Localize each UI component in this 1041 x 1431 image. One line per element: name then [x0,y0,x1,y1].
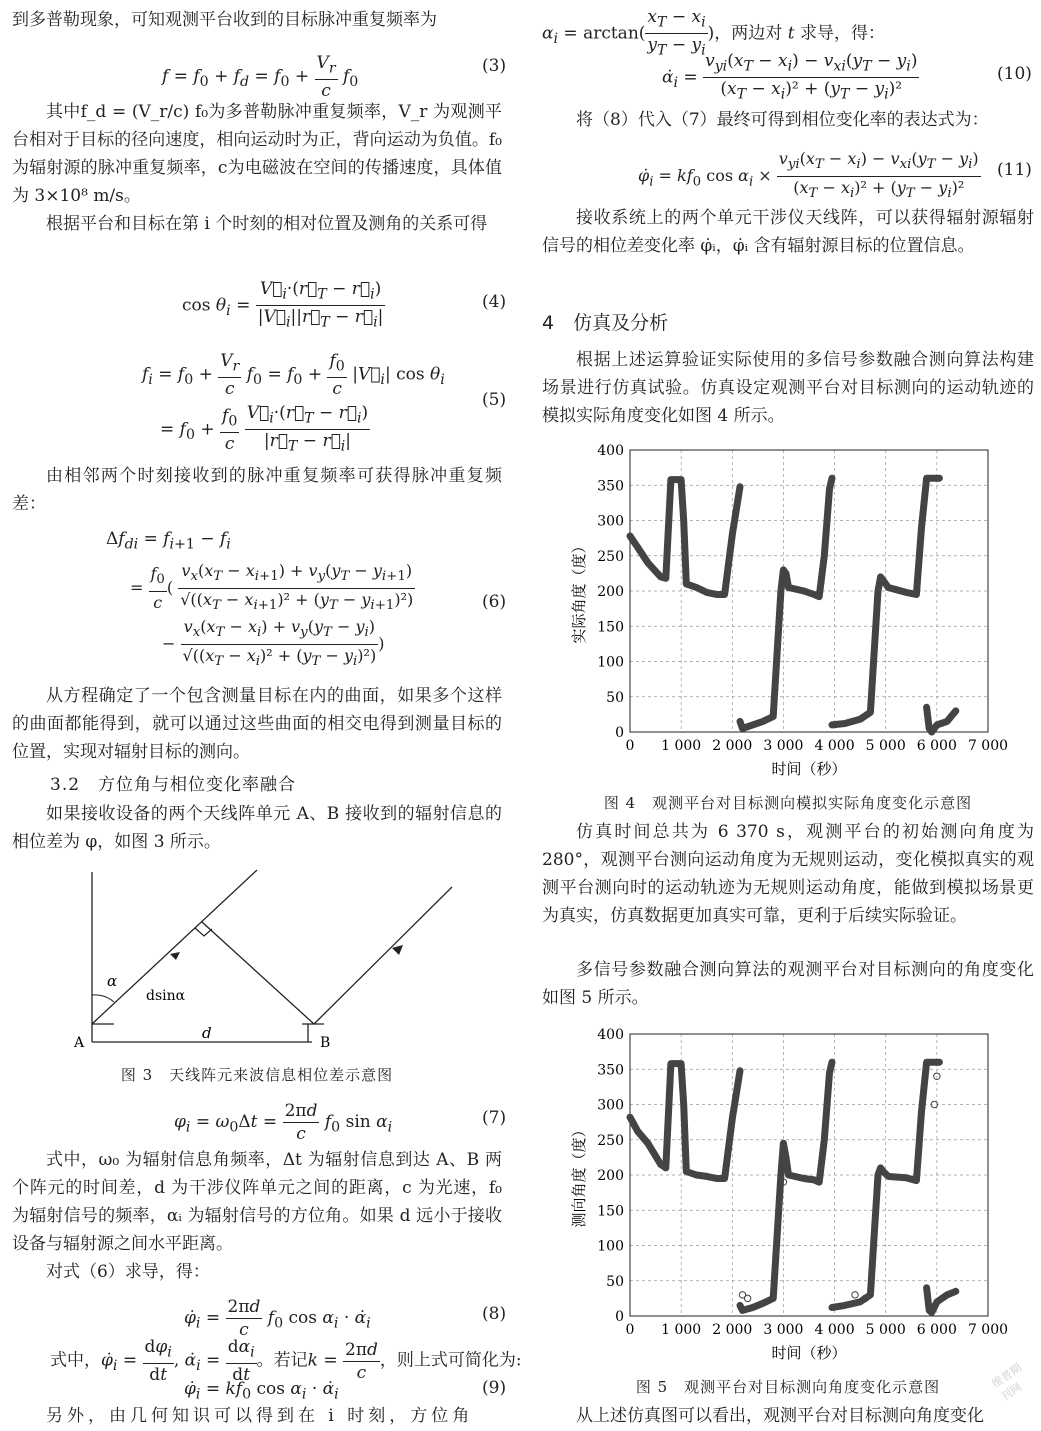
x-tick-label: 6 000 [916,738,957,754]
y-tick-label: 50 [606,689,624,706]
paragraph-geometry: 另外，由几何知识可以得到在 i 时刻，方位角 [46,1406,474,1426]
equation-5-line1: $f_i = f_0$ + $\frac{V_r}{c}$ $f_0 = f_0$ + $\frac{f_0}{c}$ $|V⃗_i|$ $\cos \theta_i$ [142,351,445,400]
equation-8-number: (8) [482,1304,507,1324]
x-axis-label: 时间（秒） [771,760,847,778]
x-tick-label: 1 000 [661,1322,702,1338]
equation-arctan: $\alpha_i = \arctan$( $\frac{x_T - x_i}{y_T - y_i}$ )，两边对 t 求导，得： [542,7,885,59]
y-tick-label: 200 [597,1168,624,1184]
y-axis-label: 测向角度（度） [570,1122,588,1228]
figure-5-caption: 图 5 观测平台对目标测向角度变化示意图 [635,1378,941,1396]
paragraph-simplify: 式中，$\varphi̇_i$ = $\frac{d\varphi_i}{dt}$ , $\alphȧ_i$ = $\frac{d\alpha_i}{dt}$ 。若记k = $\frac{2\pi d}{c}$ ，则上式可简化为: [50,1337,522,1386]
x-tick-label: 0 [625,738,635,754]
equation-8: $\varphi̇_i$ = $\frac{2\pi d}{c}$ $f_0$ $\cos \alpha_i$ · $\alphȧ_i$ [184,1297,371,1340]
y-tick-label: 150 [597,1203,624,1220]
fig3-alpha-label: α [107,972,118,990]
data-series-segment-0 [630,1064,740,1179]
x-tick-label: 2 000 [712,1322,753,1338]
paragraph-last: 从上述仿真图可以看出，观测平台对目标测向角度变化 [576,1406,984,1426]
y-tick-label: 100 [597,654,624,671]
data-point [852,1292,858,1298]
x-tick-label: 7 000 [967,738,1009,754]
equation-9-number: (9) [482,1378,507,1398]
data-point [744,1295,750,1301]
y-tick-label: 150 [597,619,624,636]
figure-5-chart [562,1024,1022,1369]
equation-7-number: (7) [482,1108,507,1128]
x-tick-label: 6 000 [916,1322,957,1338]
equation-6-number: (6) [482,592,507,612]
x-tick-label: 3 000 [763,738,804,754]
y-tick-label: 250 [597,1132,624,1149]
y-tick-label: 0 [615,725,624,741]
y-tick-label: 300 [597,1097,624,1114]
paragraph-doppler: 其中f_d = (V_r/c) f₀为多普勒脉冲重复频率，V_r 为观测平台相对于目标的径向速度，相向运动时为正，背向运动为负值。f₀为辐射源的脉冲重复频率，c为电磁波在空间的传播速度，具体值为 3×10⁸ m/s。 [12,102,502,206]
y-axis-label: 实际角度（度） [570,538,588,644]
x-tick-label: 2 000 [712,738,753,754]
paragraph-substitute: 将（8）代入（7）最终可得到相位变化率的表达式为： [576,110,989,130]
paragraph-curve: 从方程确定了一个包含测量目标在内的曲面，如果多个这样的曲面都能得到，就可以通过这些曲面的相交电得到测量目标的位置，实现对辐射目标的测向。 [12,686,502,762]
paragraph-time: 仿真时间总共为 6 370 s，观测平台的初始测向角度为 280°，观测平台测向运动角度为无规则运动，变化模拟真实的观测平台测向时的运动轨迹为无规则运动角度，能做到模拟场景更为真实，仿真数据更加真实可靠，更利于后续实际验证。 [542,822,1034,926]
y-tick-label: 400 [597,1027,624,1043]
equation-3-number: (3) [482,56,507,76]
x-tick-label: 5 000 [865,738,906,754]
figure-3-caption: 图 3 天线阵元来波信息相位差示意图 [120,1066,394,1084]
equation-6-line3: − $\frac{v_x(x_T - x_i) + v_y(y_T - y_i)}{√((x_T - x_i)^2 + (y_T - y_i)^2)}$ ) [162,617,385,670]
data-series-segment-1 [740,1062,832,1310]
y-tick-label: 400 [597,443,624,459]
equation-11: $\varphi̇_i = kf_0$ $\cos \alpha_i$ × $\frac{v_{yi}(x_T - x_i) - v_{xi}(y_T - y_i)}{(x_T - x_i)^2 + (y_T - y_i)^2}$ [638,149,979,202]
paragraph-antenna: 如果接收设备的两个天线阵单元 A、B 接收到的辐射信息的相位差为 φ，如图 3 所示。 [12,804,502,852]
equation-4-number: (4) [482,292,507,312]
equation-11-number: (11) [997,160,1032,180]
x-tick-label: 4 000 [814,738,855,754]
paragraph-relation: 根据平台和目标在第 i 个时刻的相对位置及测角的关系可得 [46,214,488,234]
y-tick-label: 200 [597,584,624,600]
paragraph-top: 到多普勒现象，可知观测平台收到的目标脉冲重复频率为 [12,10,437,30]
data-series-segment-3 [927,707,956,732]
x-tick-label: 1 000 [661,738,702,754]
x-tick-label: 4 000 [814,1322,855,1338]
equation-3: $f = f_0 + f_d = f_0$ + $\frac{V_r}{c}$ $f_0$ [162,53,359,102]
x-tick-label: 5 000 [865,1322,906,1338]
equation-5-line2: = $f_0$ + $\frac{f_0}{c}$ $\frac{V⃗_i\cdot(r⃗_T - r⃗_i)}{|r⃗_T - r⃗_i|}$ [160,403,369,455]
paragraph-multi: 多信号参数融合测向算法的观测平台对目标测向的角度变化如图 5 所示。 [542,960,1034,1008]
y-tick-label: 50 [606,1273,624,1290]
equation-4: $\cos \theta_i$ = $\frac{V⃗_i\cdot(r⃗_T - r⃗_i)}{|V⃗_i||r⃗_T - r⃗_i|}$ [182,279,384,331]
paragraph-receiver: 接收系统上的两个单元干涉仪天线阵，可以获得辐射源辐射信号的相位差变化率 φ̇ᵢ，φ̇ᵢ 含有辐射源目标的位置信息。 [542,208,1034,256]
equation-6-line1: $\Delta f_{di} = f_{i+1} - f_i$ [106,529,231,553]
fig3-dsin-label: dsinα [146,988,186,1004]
equation-10: $\alphȧ_i$ = $\frac{v_{yi}(x_T - x_i) - v_{xi}(y_T - y_i)}{(x_T - x_i)^2 + (y_T - y_i)^2}$ [662,51,918,103]
y-tick-label: 350 [597,1062,624,1079]
x-axis-label: 时间（秒） [771,1344,847,1362]
x-tick-label: 0 [625,1322,635,1338]
section-4-heading: 4 仿真及分析 [542,312,669,334]
figure-4-caption: 图 4 观测平台对目标测向模拟实际角度变化示意图 [603,794,973,812]
data-series-segment-1 [740,478,832,728]
equation-7: $\varphi_i = \omega_0\Delta t$ = $\frac{2\pi d}{c}$ $f_0$ $\sin \alpha_i$ [174,1101,393,1144]
paragraph-freq-diff: 由相邻两个时刻接收到的脉冲重复频率可获得脉冲重复频差： [12,466,502,514]
equation-6-line2: = $\frac{f_0}{c}$ ( $\frac{v_x(x_T - x_{i+1}) + v_y(y_T - y_{i+1})}{√((x_T - x_{i+1})^2 + (y_T - y_{i+1})^2)}$ [130,561,414,614]
y-tick-label: 100 [597,1238,624,1255]
paragraph-omega: 式中，ω₀ 为辐射信息角频率，Δt 为辐射信息到达 A、B 两个阵元的时间差，d 为干涉仪阵单元之间的距离，c 为光速，f₀ 为辐射信号的频率，αᵢ 为辐射信号的方位角。如果 d 远小于接收设备与辐射源之间水平距离。 [12,1150,502,1254]
figure-4-chart [562,440,1022,785]
fig3-d-label: d [202,1024,212,1042]
subsection-3-2: 3.2 方位角与相位变化率融合 [50,775,297,795]
paragraph-derivative: 对式（6）求导，得： [46,1262,210,1282]
fig3-A-label: A [74,1035,85,1051]
fig3-B-label: B [320,1035,331,1051]
x-tick-label: 7 000 [967,1322,1009,1338]
data-series-segment-0 [630,480,740,595]
y-tick-label: 0 [615,1309,624,1325]
equation-5-number: (5) [482,390,507,410]
x-tick-label: 3 000 [763,1322,804,1338]
watermark: 维普期刊网 [989,1361,1025,1404]
figure-3-diagram [52,862,472,1057]
equation-10-number: (10) [997,64,1032,84]
y-tick-label: 300 [597,513,624,530]
y-tick-label: 250 [597,548,624,565]
equation-9: $\varphi̇_i = kf_0$ $\cos \alpha_i$ · $\alphȧ_i$ [184,1379,339,1403]
paragraph-simulation: 根据上述运算验证实际使用的多信号参数融合测向算法构建场景进行仿真试验。仿真设定观测平台对目标测向的运动轨迹的模拟实际角度变化如图 4 所示。 [542,350,1034,426]
y-tick-label: 350 [597,478,624,495]
data-series-segment-3 [927,1288,956,1313]
